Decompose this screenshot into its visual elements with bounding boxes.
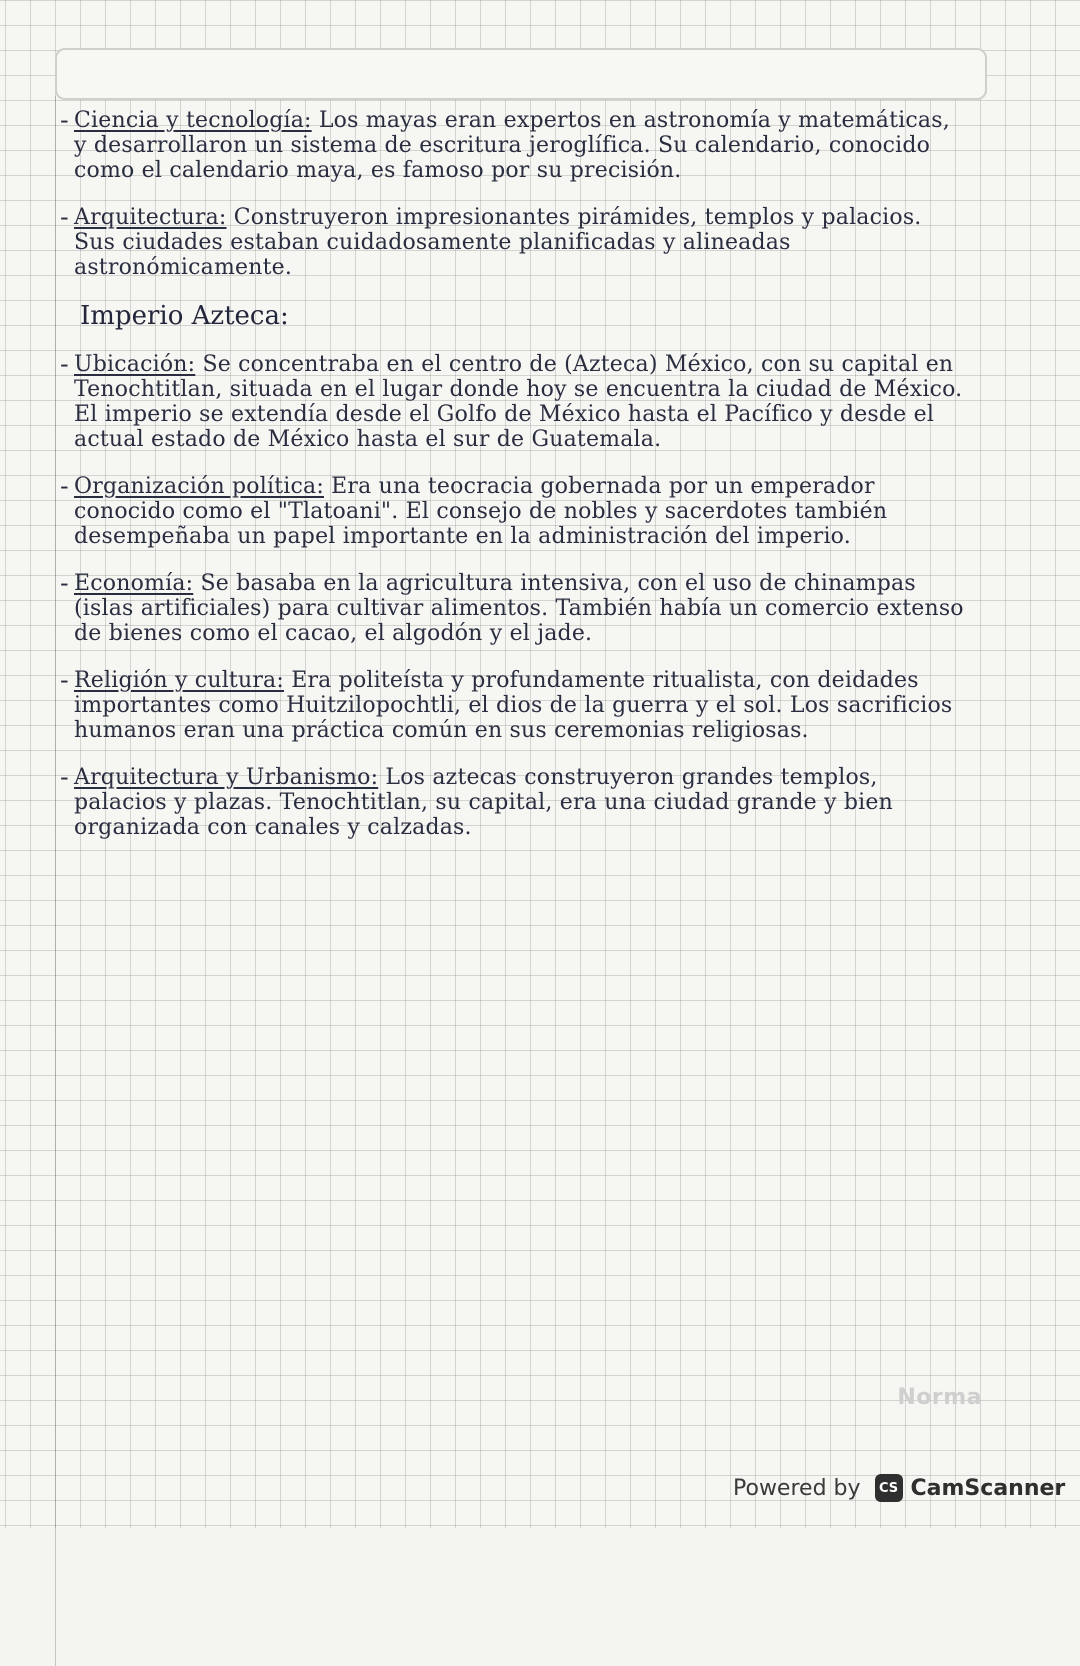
camscanner-watermark (733, 1468, 1065, 1508)
bullet-dash: - (60, 666, 69, 694)
note-ubicacion (60, 352, 965, 452)
note-paragraph (74, 474, 965, 549)
note-text: Se basaba en la agricultura intensiva, con el uso de chinampas (islas artificiales) para cultivar alimentos. También había un comercio extenso de bienes como el cacao, el algodón y el jade. (74, 571, 964, 646)
note-text: Los aztecas construyeron grandes templos, palacios y plazas. Tenochtitlan, su capital, era una ciudad grande y bien organizada con canales y calzadas. (74, 765, 893, 840)
note-arquitectura-urbanismo (60, 765, 965, 840)
note-paragraph (74, 108, 965, 183)
note-economia (60, 571, 965, 646)
note-paragraph (74, 765, 965, 840)
note-paragraph (74, 352, 965, 452)
bullet-dash: - (60, 569, 69, 597)
bullet-dash: - (60, 106, 69, 134)
note-label: Religión y cultura: (74, 668, 284, 693)
note-label: Economía: (74, 571, 194, 596)
note-label: Ubicación: (74, 352, 196, 377)
camscanner-icon: CS (875, 1474, 903, 1502)
note-paragraph (74, 571, 965, 646)
note-label: Ciencia y tecnología: (74, 108, 312, 133)
note-label: Arquitectura: (74, 205, 227, 230)
note-text: Los mayas eran expertos en astronomía y matemáticas, y desarrollaron un sistema de escritura jeroglífica. Su calendario, conocido como el calendario maya, es famoso por su precisión. (74, 108, 950, 183)
note-religion-cultura (60, 668, 965, 743)
bullet-dash: - (60, 472, 69, 500)
note-paragraph (74, 668, 965, 743)
bullet-dash: - (60, 350, 69, 378)
note-text: Era politeísta y profundamente ritualista, con deidades importantes como Huitzilopochtli, el dios de la guerra y el sol. Los sacrificios humanos eran una práctica común en sus ceremonias religiosas. (74, 668, 953, 743)
margin-line (55, 96, 56, 1666)
note-ciencia-tecnologia (60, 108, 965, 183)
note-text: Construyeron impresionantes pirámides, templos y palacios. Sus ciudades estaban cuidadosamente planificadas y alineadas astronómicamente. (74, 205, 922, 280)
powered-by-text: Powered by (733, 1475, 861, 1501)
bullet-dash: - (60, 203, 69, 231)
note-paragraph (74, 205, 965, 280)
page-header-box (55, 48, 987, 100)
bullet-dash: - (60, 763, 69, 791)
note-label: Arquitectura y Urbanismo: (74, 765, 379, 790)
note-text: Era una teocracia gobernada por un emperador conocido como el "Tlatoani". El consejo de nobles y sacerdotes también desempeñaba un papel importante en la administración del imperio. (74, 474, 888, 549)
notebook-brand-logo: Norma (897, 1385, 982, 1410)
notes-content (60, 108, 965, 862)
note-label: Organización política: (74, 474, 324, 499)
heading-imperio-azteca: Imperio Azteca: (80, 301, 289, 331)
camscanner-name: CamScanner (910, 1475, 1066, 1501)
note-arquitectura-maya (60, 205, 965, 280)
note-organizacion-politica (60, 474, 965, 549)
note-text: Se concentraba en el centro de (Azteca) México, con su capital en Tenochtitlan, situada en el lugar donde hoy se encuentra la ciudad de México. El imperio se extendía desde el Golfo de México hasta el Pacífico y desde el actual estado de México hasta el sur de Guatemala. (74, 352, 963, 452)
